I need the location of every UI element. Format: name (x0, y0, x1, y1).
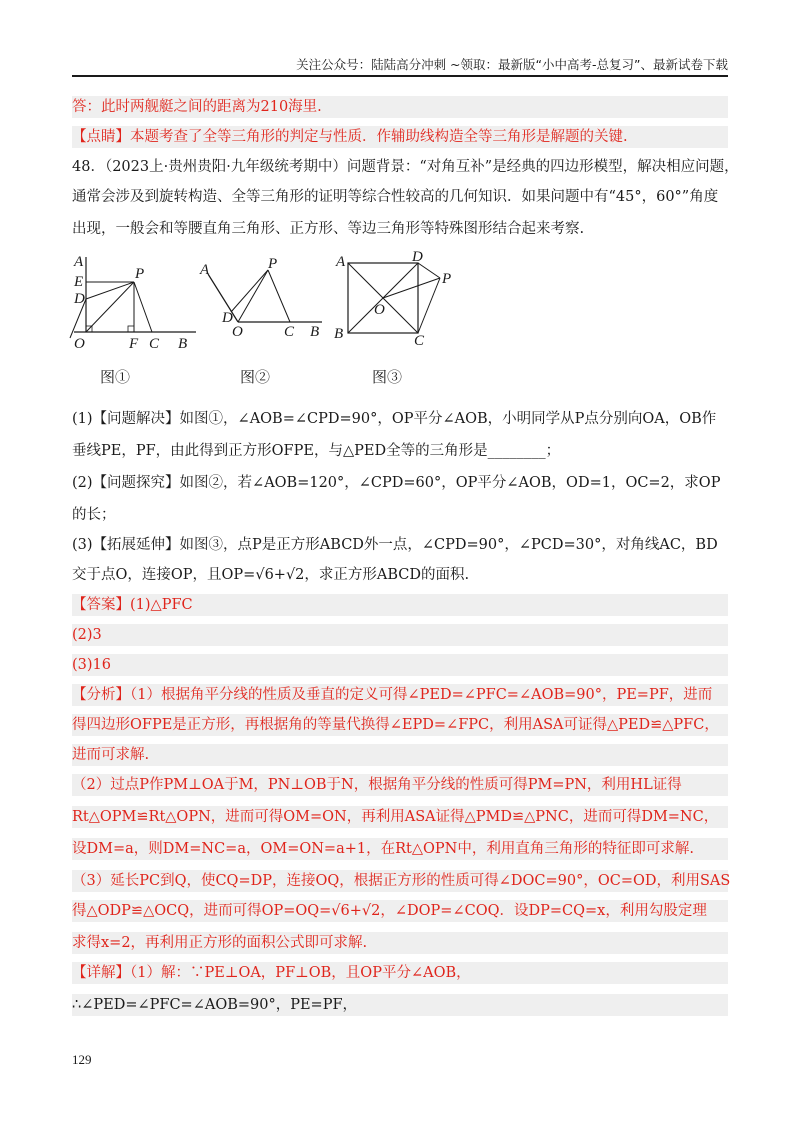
part-3-question-cont: 交于点O，连接OP，且OP=√6+√2，求正方形ABCD的面积. (72, 567, 470, 583)
fig3-label-d: D (412, 249, 423, 265)
answer-2: (2)3 (72, 624, 728, 646)
comment-line: 【点睛】本题考查了全等三角形的判定与性质．作辅助线构造全等三角形是解题的关键. (72, 126, 728, 148)
answer-line: 答：此时两舰艇之间的距离为210海里. (72, 96, 728, 118)
part-2-question: (2)【问题探究】如图②，若∠AOB=120°，∠CPD=60°，OP平分∠AOB，OD=1，OC=2，求OP (72, 475, 721, 491)
detail-label: 【详解】（1）解：∵PE⊥OA，PF⊥OB，且OP平分∠AOB， (72, 965, 471, 981)
fig2-label-c: C (284, 324, 295, 340)
fig1-label-a: A (74, 254, 84, 270)
analysis-6: 设DM=a，则DM=NC=a，OM=ON=a+1，在Rt△OPN中，利用直角三角形的特征即可求解. (72, 838, 728, 860)
fig2-label-a: A (200, 262, 210, 278)
figure-3-diagram (330, 248, 460, 348)
figure-1-caption: 图① (100, 368, 131, 386)
fig1-label-f: F (129, 336, 139, 352)
question-48-line-1: 48．（2023上·贵州贵阳·九年级统考期中）问题背景：“对角互补”是经典的四边形模型，解决相应问题， (72, 159, 739, 175)
fig3-label-b: B (334, 326, 344, 342)
figure-2-caption: 图② (240, 368, 271, 386)
fig1-label-e: E (74, 274, 84, 290)
fig2-label-d: D (222, 310, 233, 326)
fig2-label-o: O (232, 324, 243, 340)
figure-2-diagram (198, 252, 328, 352)
part-3-question: (3)【拓展延伸】如图③，点P是正方形ABCD外一点，∠CPD=90°，∠PCD=30°，对角线AC，BD (72, 537, 718, 553)
part-1-question-cont: 垂线PE，PF，由此得到正方形OFPE，与△PED全等的三角形是________； (72, 443, 561, 459)
question-48-line-2: 通常会涉及到旋转构造、全等三角形的证明等综合性较高的几何知识．如果问题中有“45°，60°”角度 (72, 189, 719, 205)
analysis-7: （3）延长PC到Q，使CQ=DP，连接OQ，根据正方形的性质可得∠DOC=90°，OC=OD，利用SAS (72, 870, 728, 892)
analysis-9: 求得x=2，再利用正方形的面积公式即可求解. (72, 932, 728, 954)
detail-1 (72, 962, 728, 984)
question-48-line-3: 出现，一般会和等腰直角三角形、正方形、等边三角形等特殊图形结合起来考察. (72, 221, 585, 237)
fig2-label-p: P (268, 256, 278, 272)
page-header: 关注公众号：陆陆高分冲刺 ~领取：最新版“小中高考-总复习”、最新试卷下载 (72, 55, 728, 77)
analysis-5: Rt△OPM≌Rt△OPN，进而可得OM=ON，再利用ASA证得△PMD≌△PNC，进而可得DM=NC， (72, 806, 728, 828)
fig3-label-c: C (414, 333, 425, 348)
analysis-2: 得四边形OFPE是正方形，再根据角的等量代换得∠EPD=∠FPC，利用ASA可证得△PED≌△PFC， (72, 714, 728, 736)
fig1-label-p: P (135, 266, 145, 282)
analysis-3: 进而可求解. (72, 744, 728, 766)
fig2-label-b: B (310, 324, 320, 340)
part-2-question-cont: 的长； (72, 507, 116, 523)
fig3-label-a: A (336, 254, 346, 270)
figure-1-diagram (68, 252, 198, 352)
analysis-8: 得△ODP≌△OCQ，进而可得OP=OQ=√6+√2，∠DOP=∠COQ．设DP=CQ=x，利用勾股定理 (72, 900, 728, 922)
detail-2: ∴∠PED=∠PFC=∠AOB=90°，PE=PF， (72, 994, 728, 1016)
fig1-label-o: O (74, 336, 85, 352)
fig1-label-d: D (74, 291, 85, 307)
fig3-label-o: O (374, 302, 385, 318)
fig1-label-c: C (149, 336, 160, 352)
fig1-label-b: B (178, 336, 188, 352)
part-1-question: (1)【问题解决】如图①，∠AOB=∠CPD=90°，OP平分∠AOB，小明同学从P点分别向OA，OB作 (72, 411, 717, 427)
analysis-1: 【分析】（1）根据角平分线的性质及垂直的定义可得∠PED=∠PFC=∠AOB=90°，PE=PF，进而 (72, 684, 728, 706)
fig3-label-p: P (442, 271, 452, 287)
figure-3-caption: 图③ (372, 368, 403, 386)
page-number: 129 (72, 1052, 92, 1067)
answer-3: (3)16 (72, 654, 728, 676)
answer-1: 【答案】(1)△PFC (72, 594, 728, 616)
analysis-4: （2）过点P作PM⊥OA于M，PN⊥OB于N，根据角平分线的性质可得PM=PN，利用HL证得 (72, 774, 728, 796)
